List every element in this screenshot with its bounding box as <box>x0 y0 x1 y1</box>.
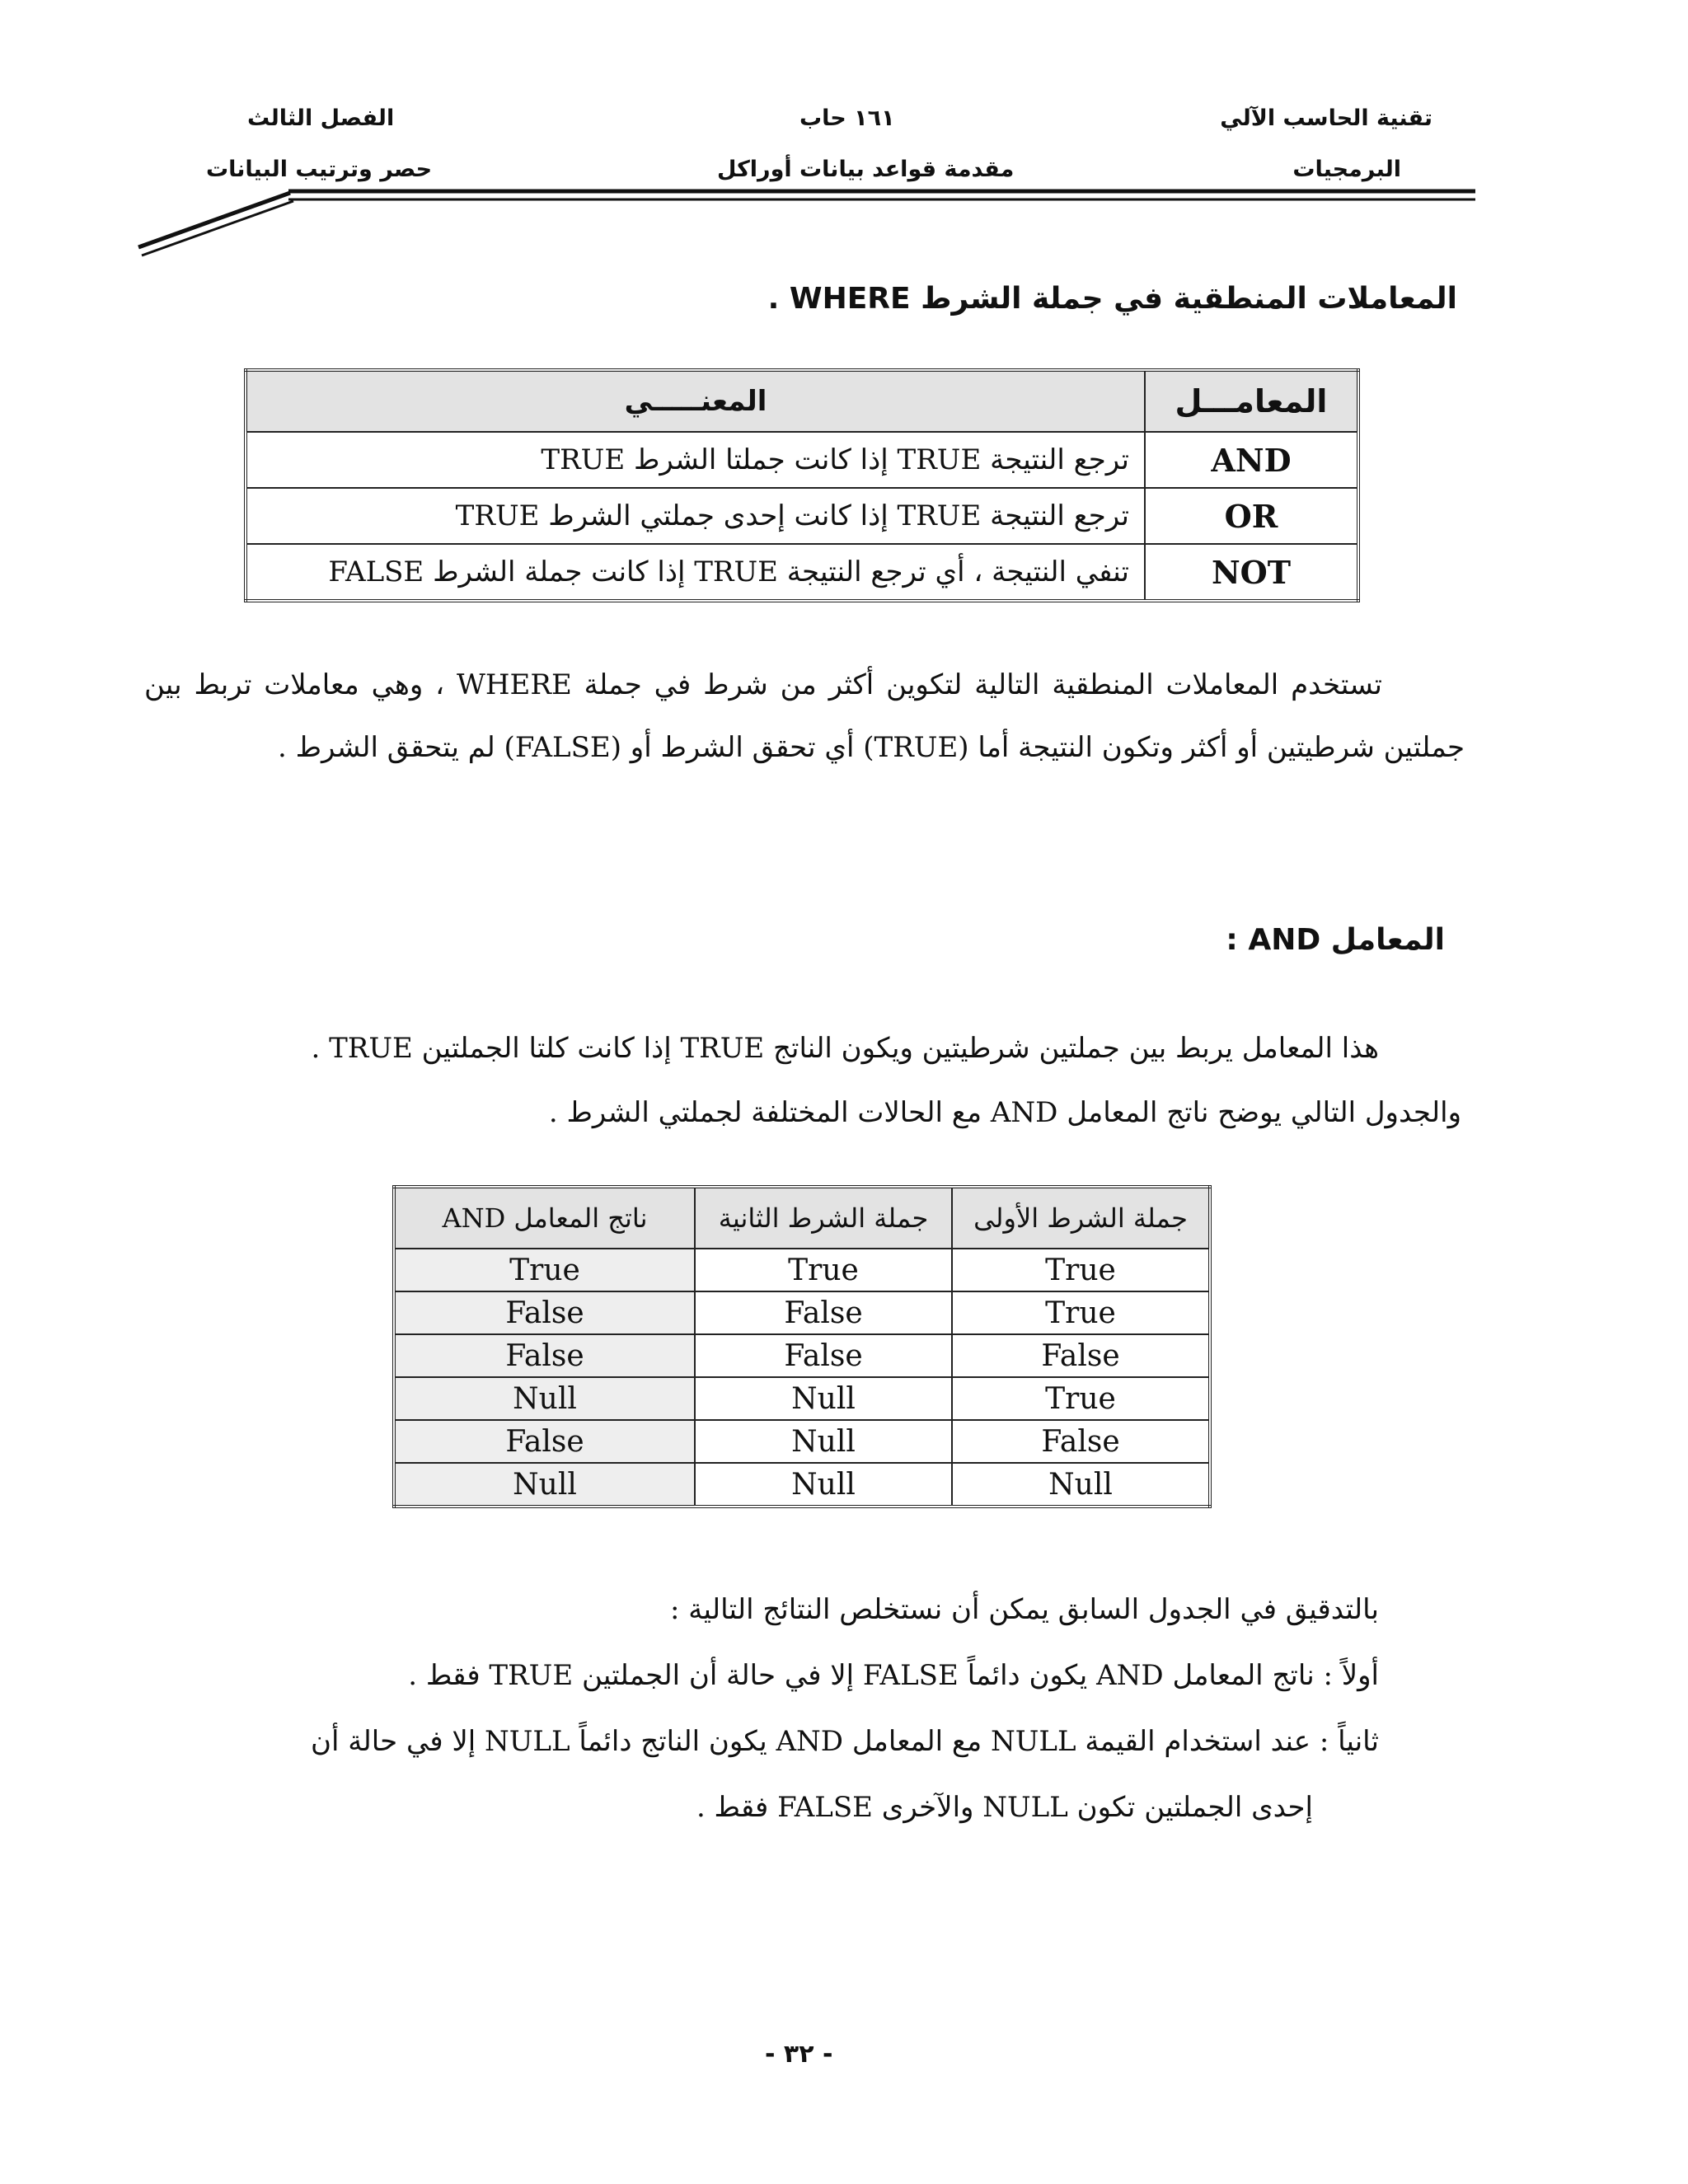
truth-result-cell: False <box>394 1334 695 1377</box>
truth-first-cell: False <box>952 1420 1210 1463</box>
header-center-bottom: مقدمة قواعد بيانات أوراكل <box>717 157 1015 182</box>
table-row <box>246 432 1358 488</box>
header-right-top: تقنية الحاسب الآلي <box>1220 105 1432 131</box>
truth-result-cell: Null <box>394 1463 695 1507</box>
operators-header-operator: المعامـــل <box>1145 370 1358 432</box>
header-rule <box>0 0 1688 272</box>
truth-header-second: جملة الشرط الثانية <box>695 1187 952 1249</box>
table-row <box>394 1249 1210 1291</box>
table-row <box>246 544 1358 601</box>
header-left-bottom: حصر وترتيب البيانات <box>206 157 433 182</box>
page-number: - ٣٢ - <box>765 2040 833 2069</box>
conclusion-second-line2: إحدى الجملتين تكون NULL والآخرى FALSE فقط . <box>696 1791 1313 1824</box>
truth-first-cell: True <box>952 1249 1210 1291</box>
table-row <box>394 1377 1210 1420</box>
table-row <box>394 1291 1210 1334</box>
truth-first-cell: Null <box>952 1463 1210 1507</box>
conclusion-first: أولاً : ناتج المعامل AND يكون دائماً FALSE إلا في حالة أن الجملتين TRUE فقط . <box>408 1659 1379 1692</box>
truth-second-cell: Null <box>695 1420 952 1463</box>
meaning-cell: تنفي النتيجة ، أي ترجع النتيجة TRUE إذا كانت جملة الشرط FALSE <box>246 544 1145 601</box>
header-left-top: الفصل الثالث <box>247 105 395 131</box>
operators-table <box>244 368 1360 602</box>
operator-cell: NOT <box>1145 544 1358 601</box>
operator-cell: AND <box>1145 432 1358 488</box>
truth-result-cell: False <box>394 1291 695 1334</box>
truth-second-cell: Null <box>695 1463 952 1507</box>
truth-second-cell: False <box>695 1334 952 1377</box>
truth-first-cell: False <box>952 1334 1210 1377</box>
table-row <box>394 1463 1210 1507</box>
conclusions-intro: بالتدقيق في الجدول السابق يمكن أن نستخلص النتائج التالية : <box>670 1593 1379 1626</box>
operator-cell: OR <box>1145 488 1358 544</box>
truth-header-first: جملة الشرط الأولى <box>952 1187 1210 1249</box>
and-paragraph-1: هذا المعامل يربط بين جملتين شرطيتين ويكون الناتج TRUE إذا كانت كلتا الجملتين TRUE . <box>311 1032 1379 1065</box>
conclusion-second-line1: ثانياً : عند استخدام القيمة NULL مع المعامل AND يكون الناتج دائماً NULL إلا في حالة أن <box>310 1725 1379 1758</box>
section-title: المعاملات المنطقية في جملة الشرط WHERE . <box>767 282 1457 316</box>
truth-second-cell: False <box>695 1291 952 1334</box>
truth-first-cell: True <box>952 1291 1210 1334</box>
truth-result-cell: True <box>394 1249 695 1291</box>
table-row <box>394 1420 1210 1463</box>
operators-header-meaning: المعنـــــي <box>246 370 1145 432</box>
truth-first-cell: True <box>952 1377 1210 1420</box>
header-right-bottom: البرمجيات <box>1292 157 1401 182</box>
truth-second-cell: Null <box>695 1377 952 1420</box>
truth-result-cell: False <box>394 1420 695 1463</box>
header-center-top: ١٦١ حاب <box>799 105 895 131</box>
truth-header-result: ناتج المعامل AND <box>394 1187 695 1249</box>
and-truth-table <box>392 1185 1212 1508</box>
table-row <box>246 488 1358 544</box>
and-paragraph-2: والجدول التالي يوضح ناتج المعامل AND مع الحالات المختلفة لجملتي الشرط . <box>548 1096 1461 1129</box>
table-row <box>394 1334 1210 1377</box>
meaning-cell: ترجع النتيجة TRUE إذا كانت جملتا الشرط TRUE <box>246 432 1145 488</box>
and-heading: المعامل AND : <box>1226 923 1445 957</box>
truth-result-cell: Null <box>394 1377 695 1420</box>
meaning-cell: ترجع النتيجة TRUE إذا كانت إحدى جملتي الشرط TRUE <box>246 488 1145 544</box>
intro-paragraph: تستخدم المعاملات المنطقية التالية لتكوين أكثر من شرط في جملة WHERE ، وهي معاملات تربط بين جملتين شرطيتين أو أكثر وتكون النتيجة أما (TRUE) أي تحقق الشرط أو (FALSE) لم يتحقق الشرط . <box>144 668 1465 764</box>
truth-second-cell: True <box>695 1249 952 1291</box>
